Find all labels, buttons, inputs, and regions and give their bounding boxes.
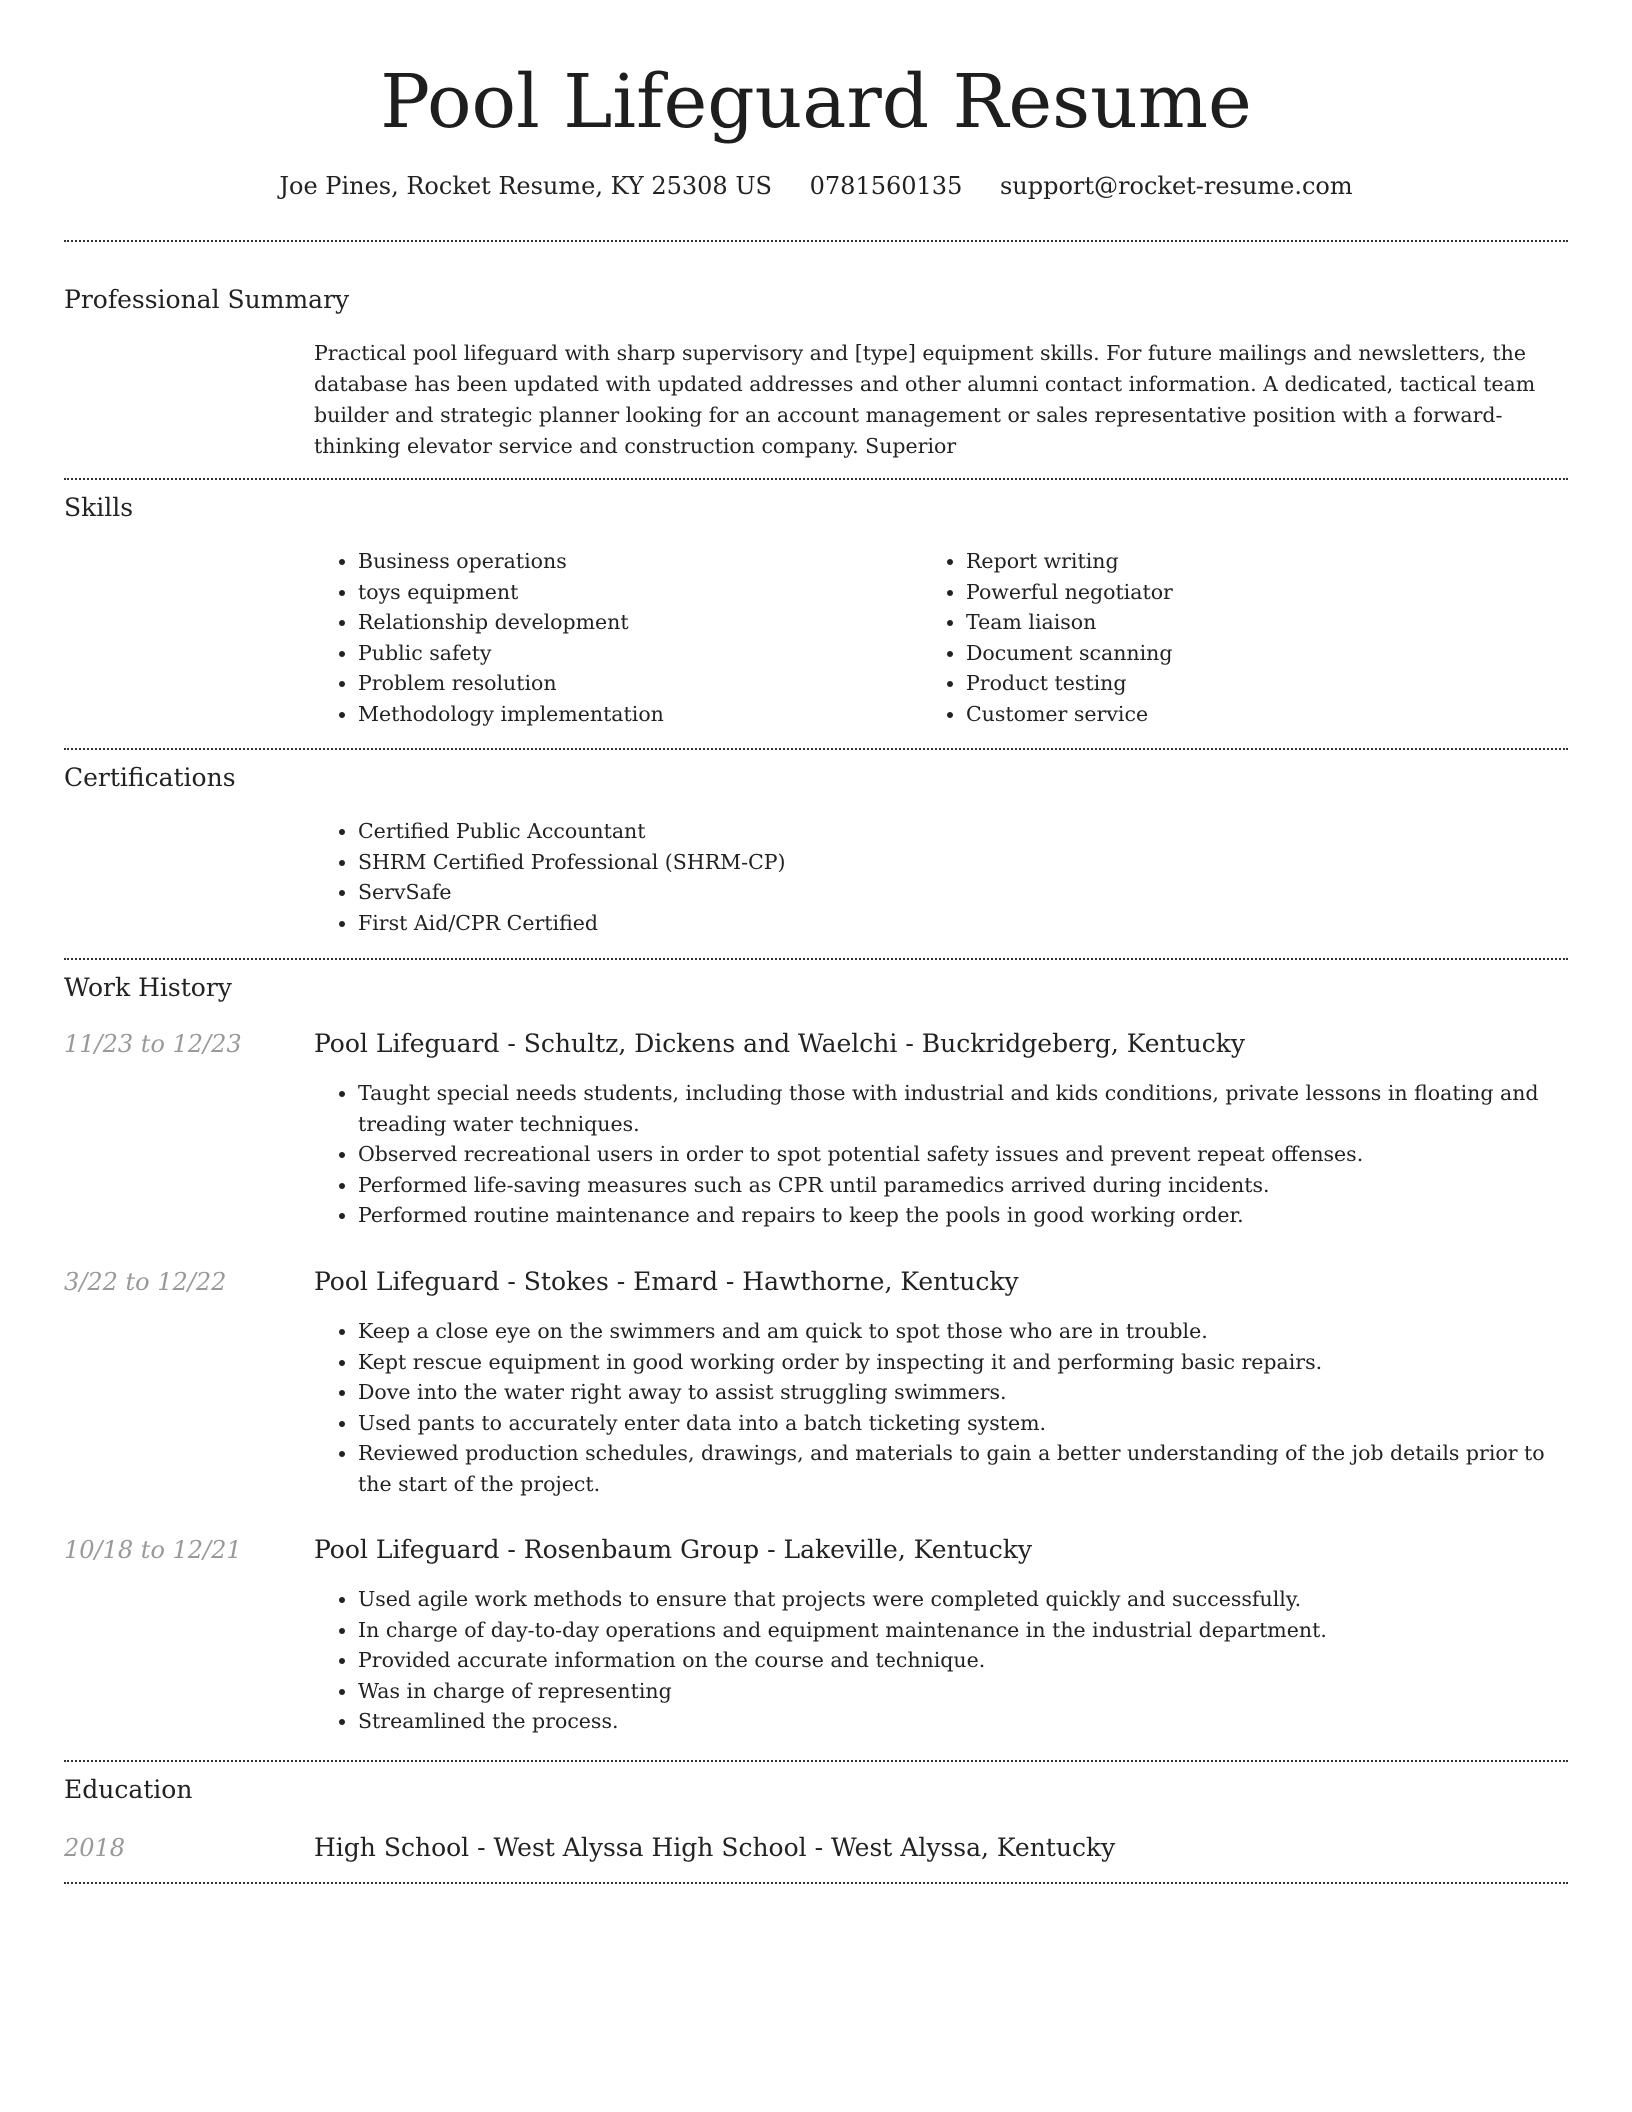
job-bullet: • Kept rescue equipment in good working order by inspecting it and performing basic repairs. [358, 1347, 1568, 1378]
job-bullet: • Streamlined the process. [358, 1706, 1568, 1737]
divider [64, 1760, 1568, 1762]
divider [64, 240, 1568, 242]
job-dates: 11/23 to 12/23 [64, 1030, 242, 1058]
skill-item: • toys equipment [358, 577, 914, 608]
skill-item: • Document scanning [966, 638, 1522, 669]
skills-right-column [922, 546, 1522, 729]
job-bullet: • Reviewed production schedules, drawings, and materials to gain a better understanding of the job details prior to the start of the project. [358, 1438, 1568, 1499]
job-title: Pool Lifeguard - Rosenbaum Group - Lakeville, Kentucky [314, 1535, 1033, 1564]
section-title-summary: Professional Summary [64, 285, 350, 314]
skill-item: • Powerful negotiator [966, 577, 1522, 608]
certification-item: • SHRM Certified Professional (SHRM-CP) [358, 847, 1568, 878]
divider [64, 748, 1568, 750]
job-bullet: • Provided accurate information on the course and technique. [358, 1645, 1568, 1676]
skill-item: • Business operations [358, 546, 914, 577]
job-dates: 10/18 to 12/21 [64, 1536, 242, 1564]
job-bullet: • In charge of day-to-day operations and equipment maintenance in the industrial department. [358, 1615, 1568, 1646]
job-bullet: • Dove into the water right away to assist struggling swimmers. [358, 1377, 1568, 1408]
skill-item: • Methodology implementation [358, 699, 914, 730]
skill-item: • Team liaison [966, 607, 1522, 638]
job-bullets [314, 1316, 1568, 1499]
job-bullet: • Observed recreational users in order to spot potential safety issues and prevent repeat offenses. [358, 1139, 1568, 1170]
skill-item: • Problem resolution [358, 668, 914, 699]
contact-phone: 0781560135 [809, 172, 963, 200]
resume-title: Pool Lifeguard Resume [380, 59, 1252, 145]
certification-item: • Certified Public Accountant [358, 816, 1568, 847]
job-bullet: • Keep a close eye on the swimmers and am quick to spot those who are in trouble. [358, 1316, 1568, 1347]
skill-item: • Relationship development [358, 607, 914, 638]
section-title-certifications: Certifications [64, 763, 236, 792]
summary-block [314, 338, 1568, 462]
section-title-skills: Skills [64, 493, 134, 522]
job-bullet: • Performed life-saving measures such as CPR until paramedics arrived during incidents. [358, 1170, 1568, 1201]
contact-email: support@rocket-resume.com [999, 172, 1353, 200]
summary-text: Practical pool lifeguard with sharp supervisory and [type] equipment skills. For future mailings and newsletters, the database has been updated with updated addresses and other alumni contact information. A dedicated, tactical team builder and strategic planner looking for an account management or sales representative position with a forward-thinking elevator service and construction company. Superior [314, 341, 1536, 458]
skill-item: • Public safety [358, 638, 914, 669]
section-title-education: Education [64, 1775, 193, 1804]
certification-item: • First Aid/CPR Certified [358, 908, 1568, 939]
job-bullets [314, 1078, 1568, 1231]
job-dates: 3/22 to 12/22 [64, 1268, 227, 1296]
job-bullet: • Was in charge of representing [358, 1676, 1568, 1707]
education-year: 2018 [64, 1834, 126, 1862]
job-title: Pool Lifeguard - Stokes - Emard - Hawthorne, Kentucky [314, 1267, 1019, 1296]
job-bullets [314, 1584, 1568, 1737]
job-bullet: • Taught special needs students, including those with industrial and kids conditions, private lessons in floating and treading water techniques. [358, 1078, 1568, 1139]
skills-left-column [314, 546, 914, 729]
job-bullet: • Used pants to accurately enter data into a batch ticketing system. [358, 1408, 1568, 1439]
education-title: High School - West Alyssa High School - West Alyssa, Kentucky [314, 1833, 1116, 1862]
contact-address: Joe Pines, Rocket Resume, KY 25308 US [279, 172, 772, 200]
divider [64, 478, 1568, 480]
certification-item: • ServSafe [358, 877, 1568, 908]
job-title: Pool Lifeguard - Schultz, Dickens and Waelchi - Buckridgeberg, Kentucky [314, 1029, 1246, 1058]
contact-line [0, 168, 1632, 204]
section-title-work-history: Work History [64, 973, 232, 1002]
skill-item: • Product testing [966, 668, 1522, 699]
divider [64, 958, 1568, 960]
certifications-list [314, 816, 1568, 938]
job-bullet: • Used agile work methods to ensure that projects were completed quickly and successfully. [358, 1584, 1568, 1615]
skill-item: • Report writing [966, 546, 1522, 577]
divider [64, 1882, 1568, 1884]
job-bullet: • Performed routine maintenance and repairs to keep the pools in good working order. [358, 1200, 1568, 1231]
skill-item: • Customer service [966, 699, 1522, 730]
